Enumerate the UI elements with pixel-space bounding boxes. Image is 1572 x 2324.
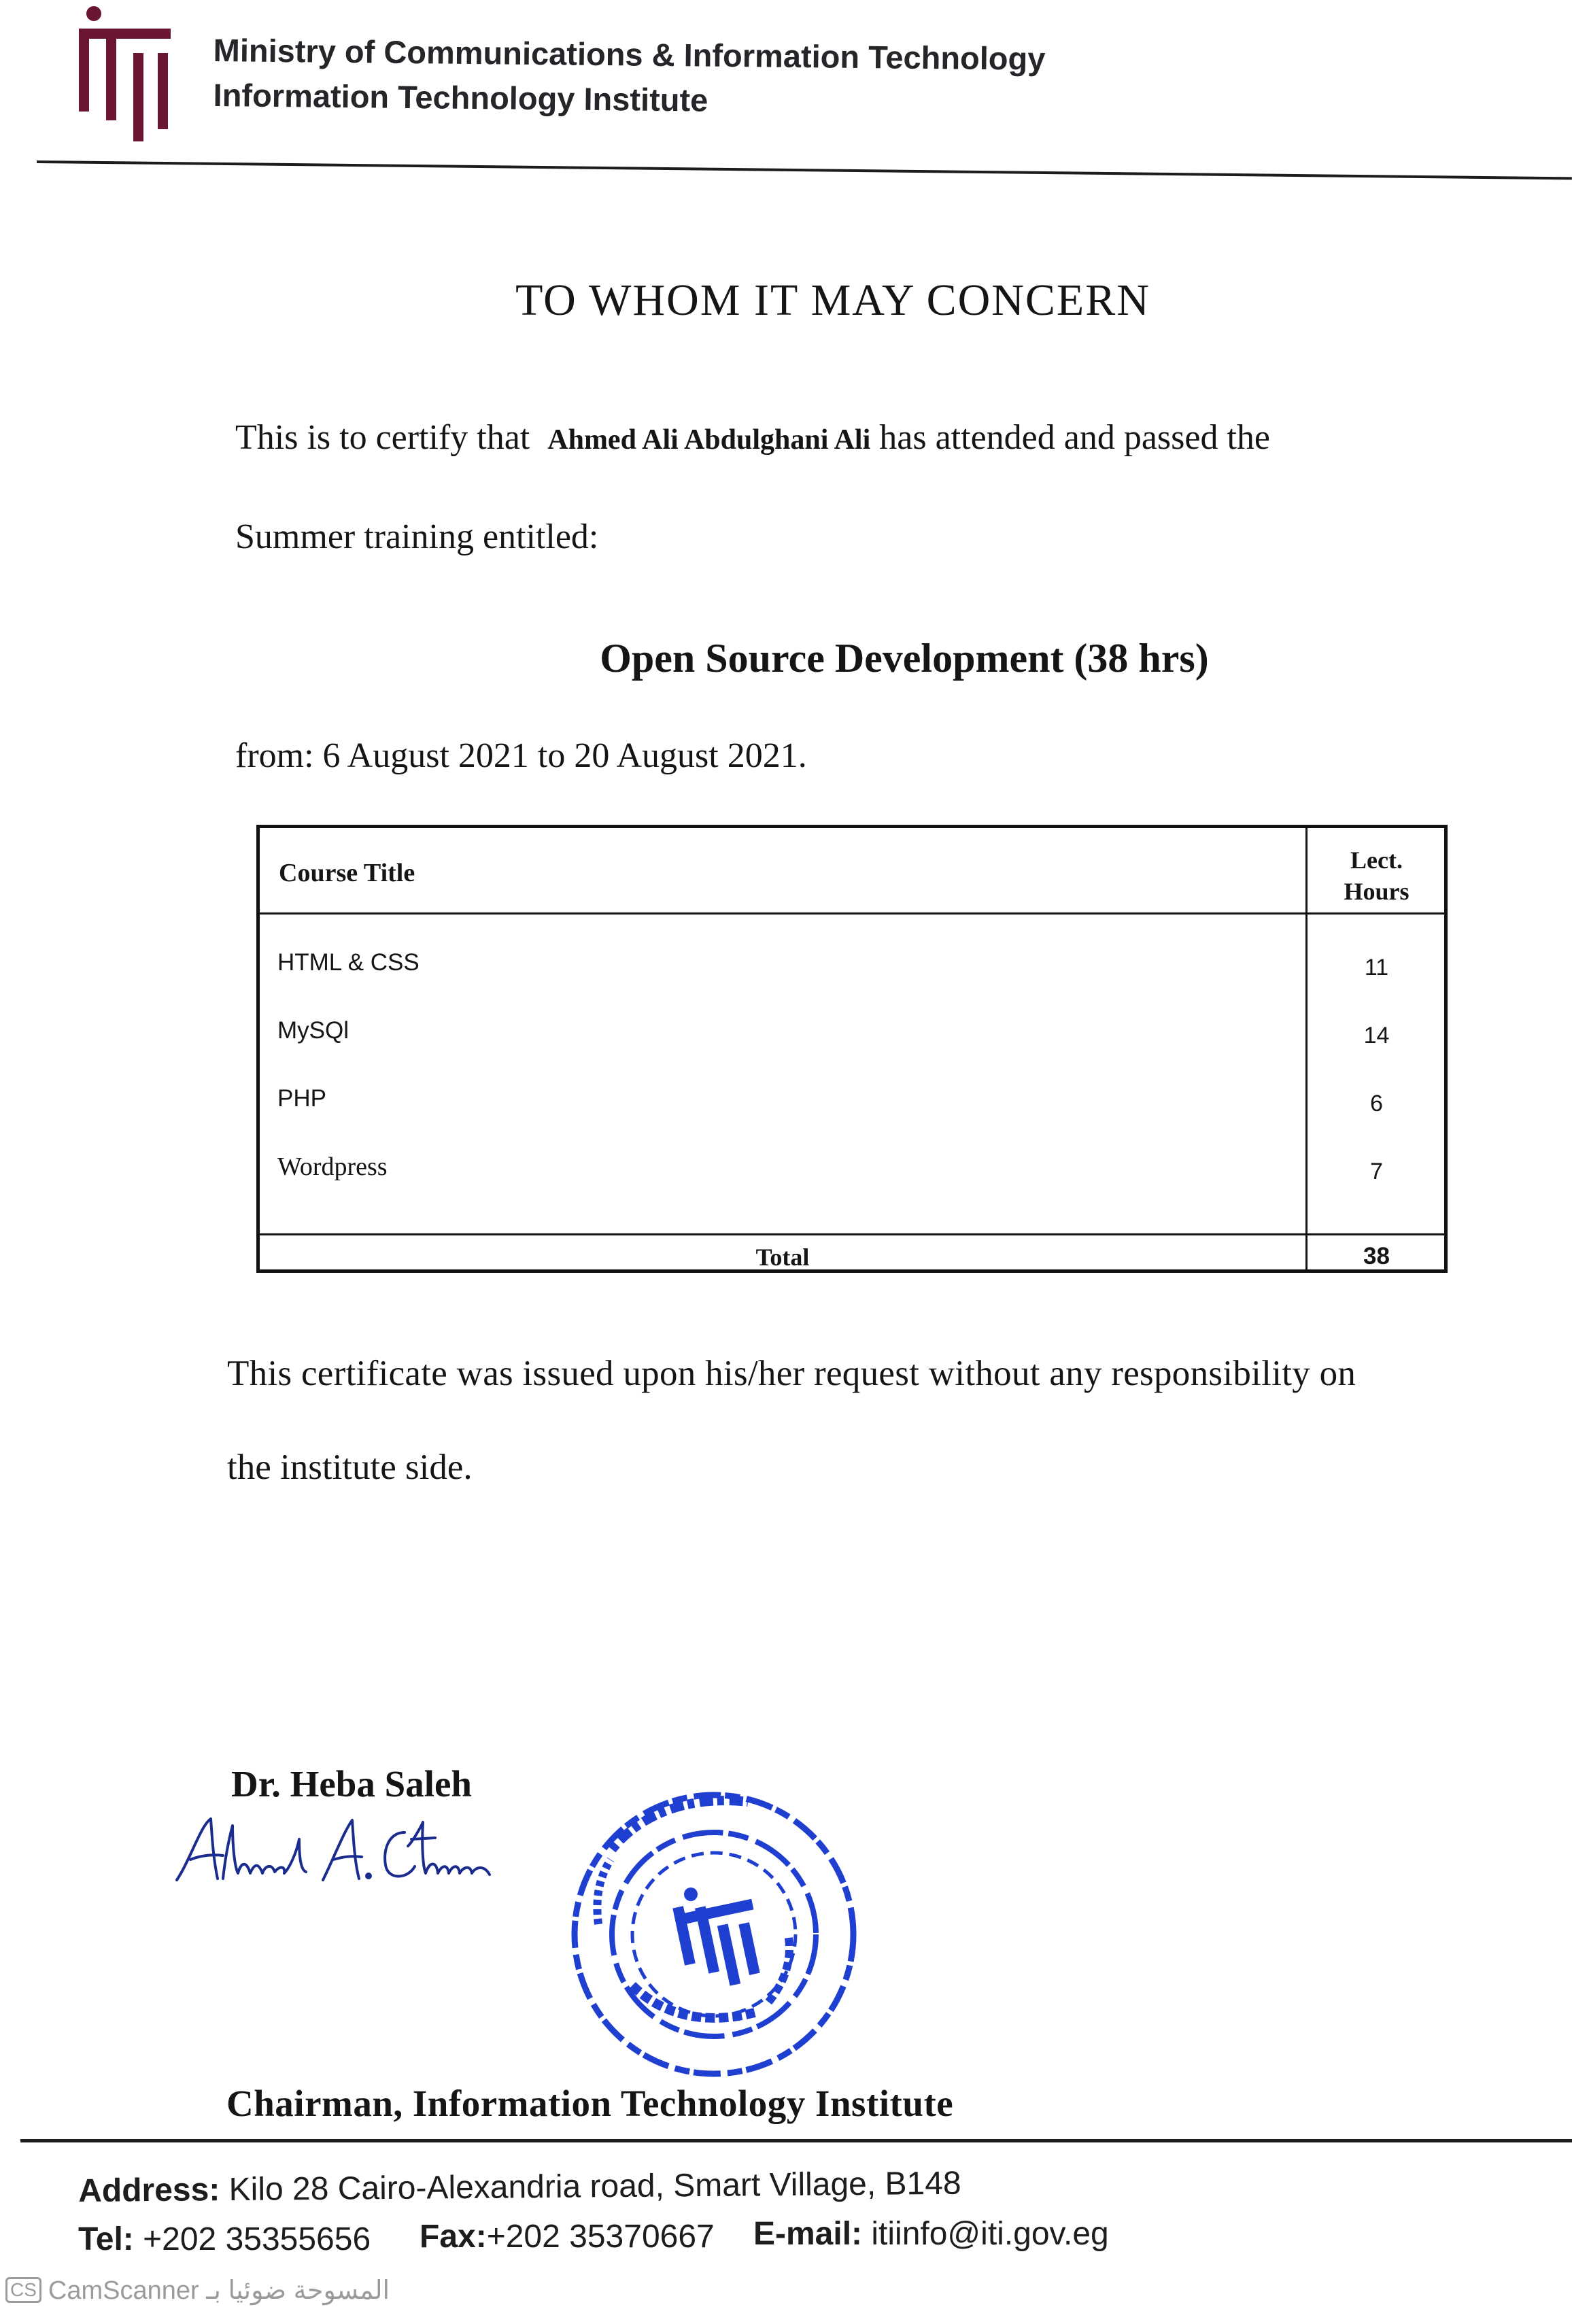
address-value: Kilo 28 Cairo-Alexandria road, Smart Village, B148 <box>228 2165 961 2208</box>
letter-title: TO WHOM IT MAY CONCERN <box>515 275 1150 325</box>
table-row-course: PHP <box>277 1085 326 1112</box>
institute-name: Information Technology Institute <box>213 76 708 118</box>
header-rule <box>260 912 1444 915</box>
footer-email <box>753 2215 1109 2253</box>
training-dates: from: 6 August 2021 to 20 August 2021. <box>235 736 807 775</box>
disclaimer-line2: the institute side. <box>227 1448 473 1487</box>
address-label: Address: <box>78 2172 220 2209</box>
camscanner-icon: CS <box>5 2277 41 2303</box>
footer-address <box>78 2165 961 2210</box>
certify-suffix: has attended and passed the <box>879 418 1270 457</box>
lect-header-line1: Lect. <box>1350 847 1403 874</box>
institute-stamp <box>558 1768 864 2094</box>
tel-value: +202 35355656 <box>143 2221 371 2257</box>
table-row-course: MySQl <box>277 1017 349 1044</box>
handwritten-signature <box>170 1805 503 1894</box>
table-row-hours: 6 <box>1370 1091 1383 1116</box>
signer-name: Dr. Heba Saleh <box>231 1763 472 1805</box>
footer-tel <box>78 2221 371 2258</box>
course-title-header: Course Title <box>279 859 415 887</box>
table-row-hours: 11 <box>1364 955 1389 980</box>
certify-line <box>235 417 1270 458</box>
total-rule <box>260 1233 1444 1235</box>
ministry-name: Ministry of Communications & Information Technology <box>213 31 1046 77</box>
fax-value: +202 35370667 <box>486 2219 715 2255</box>
table-row-hours: 7 <box>1370 1159 1383 1184</box>
table-row-hours: 14 <box>1363 1023 1390 1048</box>
camscanner-watermark <box>5 2275 390 2306</box>
student-name: Ahmed Ali Abdulghani Ali <box>547 424 871 456</box>
footer-fax <box>420 2218 715 2255</box>
lect-header-line2: Hours <box>1344 878 1409 905</box>
header-divider <box>37 160 1572 180</box>
table-row-course: HTML & CSS <box>277 949 420 976</box>
table-row-course: Wordpress <box>277 1152 388 1181</box>
certify-prefix: This is to certify that <box>235 418 530 457</box>
disclaimer-line1: This certificate was issued upon his/her request without any responsibility on <box>227 1354 1356 1393</box>
iti-logo <box>73 5 175 145</box>
footer-divider <box>20 2139 1572 2142</box>
fax-label: Fax: <box>420 2219 487 2255</box>
training-line: Summer training entitled: <box>235 517 599 556</box>
camscanner-text: CamScanner المسوحة ضوئيا بـ <box>48 2276 390 2305</box>
signer-position: Chairman, Information Technology Institute <box>226 2083 954 2124</box>
email-label: E-mail: <box>753 2216 863 2252</box>
tel-label: Tel: <box>78 2221 134 2257</box>
course-title: Open Source Development (38 hrs) <box>600 636 1209 681</box>
total-label: Total <box>755 1244 810 1271</box>
email-value: itiinfo@iti.gov.eg <box>871 2216 1109 2252</box>
course-table <box>256 825 1448 1273</box>
lect-hours-header <box>1305 844 1448 907</box>
total-hours: 38 <box>1363 1243 1390 1269</box>
